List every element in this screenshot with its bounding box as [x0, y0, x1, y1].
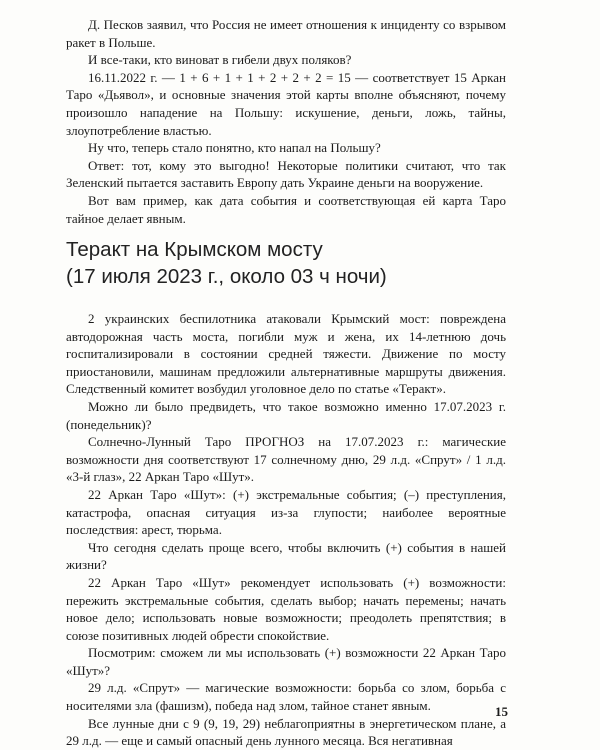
paragraph: Что сегодня сделать проще всего, чтобы включить (+) события в нашей жизни? [66, 539, 506, 573]
paragraph: 2 украинских беспилотника атаковали Крымский мост: повреждена автодорожная часть моста, погибли муж и жена, их 14-летнюю дочь госпитализировали в состоянии средней тяжести. Движение по мосту приостановили, машинам предложили альтернативные маршруты движения. Следственный комитет возбудил уголовное дело по статье «Теракт». [66, 311, 506, 397]
paragraph: 22 Аркан Таро «Шут»: (+) экстремальные события; (–) преступления, катастрофа, опасная ситуация из-за глупости; наиболее вероятные последствия: арест, тюрьма. [66, 486, 506, 538]
paragraph: 16.11.2022 г. — 1 + 6 + 1 + 1 + 2 + 2 + 2 = 15 — соответствует 15 Аркан Таро «Дьявол», и основные значения этой карты вполне объясняют, почему произошло нападение на Польшу: искушение, деньги, ложь, тайны, злоупотребление властью. [66, 69, 506, 138]
section-subtitle: (17 июля 2023 г., около 03 ч ночи) [66, 265, 387, 288]
page-number: 15 [495, 704, 508, 719]
paragraph: 29 л.д. «Спрут» — магические возможности: борьба со злом, борьба с носителями зла (фашизм), победа над злом, тайное станет явным. [66, 680, 506, 714]
paragraph: Посмотрим: сможем ли мы использовать (+) возможности 22 Аркан Таро «Шут»? [66, 645, 506, 678]
paragraph: 22 Аркан Таро «Шут» рекомендует использовать (+) возможности: пережить экстремальные события, сделать выбор; начать перемены; начать новое дело; использовать новые возможности; преодолеть препятствия; в союзе позитивных людей обрести спокойствие. [66, 574, 506, 643]
paragraph: Все лунные дни с 9 (9, 19, 29) неблагоприятны в энергетическом плане, а 29 л.д. — еще и самый опасный день лунного месяца. Вся негативная [66, 715, 506, 749]
paragraph: Солнечно-Лунный Таро ПРОГНОЗ на 17.07.2023 г.: магические возможности дня соответствуют 17 солнечному дню, 29 л.д. «Спрут» / 1 л.д. «3-й глаз», 22 Аркан Таро «Шут». [66, 434, 506, 485]
body-text-block [66, 310, 506, 750]
top-text-block [66, 16, 506, 227]
paragraph: Д. Песков заявил, что Россия не имеет отношения к инциденту со взрывом ракет в Польше. [66, 17, 506, 50]
paragraph: И все-таки, кто виноват в гибели двух поляков? [88, 52, 352, 68]
paragraph: Можно ли было предвидеть, что такое возможно именно 17.07.2023 г. (понедельник)? [66, 398, 506, 432]
paragraph: Ну что, теперь стало понятно, кто напал на Польшу? [88, 140, 381, 156]
paragraph: Ответ: тот, кому это выгодно! Некоторые политики считают, что так Зеленский пытается заставить Европу дать Украине деньги на вооружение. [66, 157, 506, 191]
paragraph: Вот вам пример, как дата события и соответствующая ей карта Таро тайное делает явным. [66, 192, 506, 226]
section-title: Теракт на Крымском мосту [66, 238, 323, 261]
section-heading [66, 236, 526, 290]
